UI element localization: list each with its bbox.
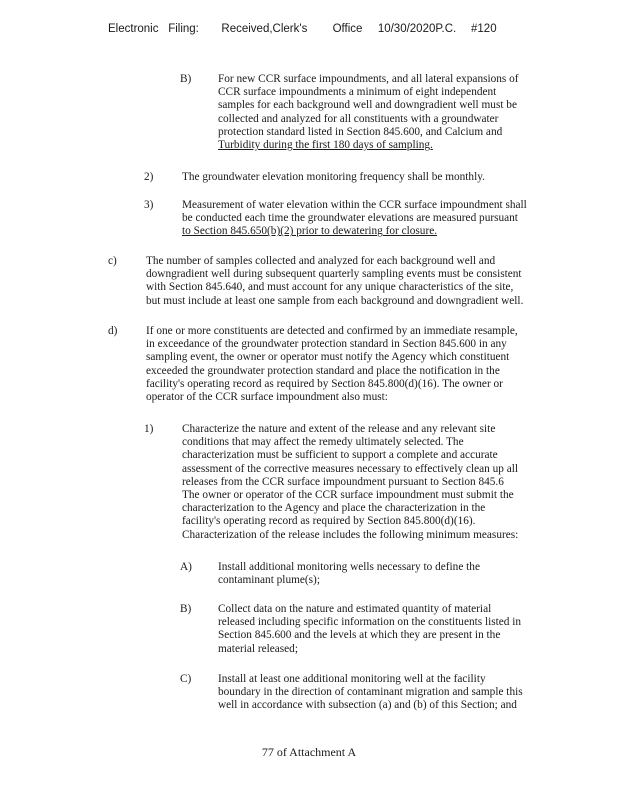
- text-line: contaminant plume(s);: [218, 574, 320, 587]
- text-line: Characterization of the release includes the following minimum measures:: [182, 528, 519, 541]
- text-line: with Section 845.640, and must account for any unique characteristics of the site,: [146, 281, 514, 294]
- item-label: 3): [144, 199, 154, 211]
- item-text: [218, 561, 578, 587]
- item-label: 1): [144, 423, 154, 435]
- page-footer: 77 of Attachment A: [261, 745, 357, 759]
- header-office: Office: [332, 23, 363, 35]
- text-line: The groundwater elevation monitoring frequency shall be monthly.: [182, 171, 485, 183]
- text-line: The owner or operator of the CCR surface impoundment must submit the: [182, 489, 514, 502]
- item-text: [218, 603, 578, 656]
- text-line: For new CCR surface impoundments, and all lateral expansions of: [218, 73, 519, 85]
- header-received: Received,Clerk's: [221, 23, 308, 35]
- text-line: Install at least one additional monitoring well at the facility: [218, 673, 486, 685]
- text-line: collected and analyzed for all constituents with a groundwater: [218, 112, 499, 125]
- text-line: to Section 845.650(b)(2) prior to dewatering for closure.: [182, 225, 438, 238]
- text-line: well in accordance with subsection (a) and (b) of this Section; and: [218, 699, 517, 712]
- text-line: protection standard listed in Section 845.600, and Calcium and: [218, 125, 503, 138]
- item-text: [218, 73, 578, 152]
- text-line: operator of the CCR surface impoundment also must:: [146, 391, 388, 404]
- header-date: 10/30/2020P.C.: [377, 23, 457, 35]
- text-line: facility's operating record as required by Section 845.800(d)(16). The owner or: [146, 377, 503, 390]
- header-number: #120: [471, 23, 497, 35]
- text-line: in exceedance of the groundwater protection standard in Section 845.600 in any: [146, 338, 507, 351]
- text-line: characterization must be sufficient to support a complete and accurate: [182, 449, 498, 462]
- text-line: released including specific information on the constituents listed in: [218, 616, 522, 629]
- text-line: sampling event, the owner or operator must notify the Agency which constituent: [146, 351, 510, 364]
- text-line: boundary in the direction of contaminant migration and sample this: [218, 686, 523, 699]
- text-line: Turbidity during the first 180 days of sampling.: [218, 139, 433, 152]
- text-line: CCR surface impoundments a minimum of eight independent: [218, 86, 497, 99]
- item-label: d): [108, 325, 118, 337]
- item-label: B): [180, 73, 192, 85]
- text-line: characterization to the Agency and place the characterization in the: [182, 502, 486, 515]
- text-line: Characterize the nature and extent of the release and any relevant site: [182, 423, 496, 435]
- item-text: [182, 199, 582, 239]
- text-line: releases from the CCR surface impoundment pursuant to Section 845.6: [182, 475, 504, 488]
- item-label: A): [180, 561, 192, 573]
- text-line: conditions that may affect the remedy ultimately selected. The: [182, 436, 464, 449]
- text-line: exceeded the groundwater protection standard and place the notification in the: [146, 364, 500, 377]
- item-text: [146, 325, 586, 404]
- text-line: Install additional monitoring wells necessary to define the: [218, 561, 480, 573]
- text-line: Collect data on the nature and estimated quantity of material: [218, 603, 492, 615]
- text-line: If one or more constituents are detected and confirmed by an immediate resample,: [146, 325, 518, 337]
- item-text: [182, 423, 586, 542]
- text-line: Section 845.600 and the levels at which they are present in the: [218, 629, 501, 642]
- text-line: assessment of the corrective measures necessary to effectively clean up all: [182, 462, 519, 475]
- text-line: downgradient well during subsequent quarterly sampling events must be consistent: [146, 268, 522, 281]
- item-label: c): [108, 255, 117, 267]
- text-line: Measurement of water elevation within the CCR surface impoundment shall: [182, 199, 527, 211]
- text-line: material released;: [218, 642, 298, 655]
- item-text: [218, 673, 578, 713]
- item-text: [146, 255, 586, 308]
- text-line: facility's operating record as required by Section 845.800(d)(16).: [182, 515, 476, 528]
- text-line: The number of samples collected and analyzed for each background well and: [146, 255, 496, 267]
- header-filing: Filing:: [168, 23, 199, 35]
- filing-header: [108, 22, 608, 36]
- item-label: C): [180, 673, 192, 685]
- item-label: 2): [144, 171, 154, 183]
- text-line: but must include at least one sample from each background and downgradient well.: [146, 294, 524, 307]
- text-line: samples for each background well and downgradient well must be: [218, 99, 517, 112]
- item-label: B): [180, 603, 192, 615]
- header-electronic: Electronic: [108, 23, 159, 35]
- item-text: [182, 171, 582, 184]
- text-line: be conducted each time the groundwater elevations are measured pursuant: [182, 212, 518, 225]
